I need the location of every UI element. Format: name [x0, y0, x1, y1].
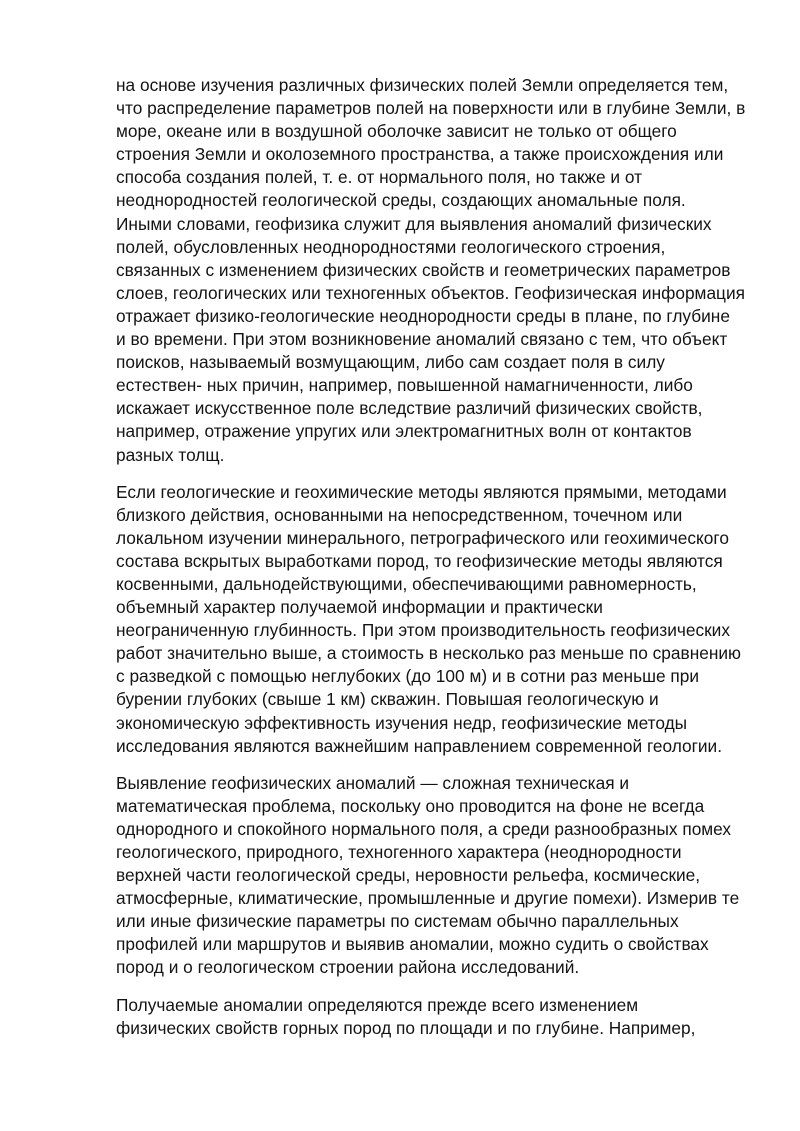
text-line: косвенными, дальнодействующими, обеспечивающими равномерность,: [116, 573, 697, 594]
text-line: Если геологические и геохимические методы являются прямыми, методами: [116, 481, 727, 502]
text-line: исследования являются важнейшим направлением современной геологии.: [116, 735, 723, 756]
text-line: или иные физические параметры по системам обычно параллельных: [116, 911, 679, 932]
text-line: полей, обусловленных неоднородностями геологического строения,: [116, 236, 666, 257]
text-line: профилей или маршрутов и выявив аномалии, можно судить о свойствах: [116, 934, 709, 955]
text-line: например, отражение упругих или электромагнитных волн от контактов: [116, 421, 692, 442]
text-line: однородного и спокойного нормального поля, а среди разнообразных помех: [116, 818, 732, 839]
text-line: математическая проблема, поскольку оно проводится на фоне не всегда: [116, 795, 705, 816]
text-line: атмосферные, климатические, промышленные и другие помехи). Измерив те: [116, 888, 740, 909]
text-line: Иными словами, геофизика служит для выявления аномалий физических: [116, 213, 712, 234]
text-line: бурении глубоких (свыше 1 км) скважин. Повышая геологическую и: [116, 689, 659, 710]
text-line: экономическую эффективность изучения недр, геофизические методы: [116, 712, 688, 733]
text-line: на основе изучения различных физических полей Земли определяется тем,: [116, 75, 729, 95]
text-line: геологического, природного, техногенного характера (неоднородности: [116, 842, 682, 862]
text-line: состава вскрытых выработками пород, то геофизические методы являются: [116, 550, 723, 571]
text-line: неограниченную глубинность. При этом производительность геофизических: [116, 620, 730, 641]
text-line: физических свойств горных пород по площади и по глубине. Например,: [116, 1017, 696, 1038]
text-line: море, океане или в воздушной оболочке зависит не только от общего: [116, 121, 677, 142]
paragraph-geophysics-anomalies: [116, 74, 746, 467]
text-line: пород и о геологическом строении района исследований.: [116, 957, 580, 978]
text-line: Получаемые аномалии определяются прежде всего изменением: [116, 994, 639, 1015]
text-line: объемный характер получаемой информации и практически: [116, 597, 603, 618]
text-line: поисков, называемый возмущающим, либо сам создает поля в силу: [116, 352, 665, 373]
text-line: локальном изучении минерального, петрографического или геохимического: [116, 527, 729, 548]
text-line: и во времени. При этом возникновение аномалий связано с тем, что объект: [116, 329, 728, 350]
paragraph-anomaly-sources: [116, 994, 716, 1040]
text-line: неоднородностей геологической среды, создающих аномальные поля.: [116, 190, 686, 211]
text-line: строения Земли и околоземного пространства, а также происхождения или: [116, 144, 724, 165]
text-line: верхней части геологической среды, неровности рельефа, космические,: [116, 865, 701, 886]
text-line: естествен- ных причин, например, повышенной намагниченности, либо: [116, 375, 693, 396]
document-page: [116, 74, 746, 1040]
text-line: Выявление геофизических аномалий — сложная техническая и: [116, 772, 630, 793]
text-line: связанных с изменением физических свойств и геометрических параметров: [116, 259, 731, 280]
text-line: что распределение параметров полей на поверхности или в глубине Земли, в: [116, 98, 746, 119]
text-line: способа создания полей, т. е. от нормального поля, но также и от: [116, 167, 643, 188]
text-line: отражает физико-геологические неоднородности среды в плане, по глубине: [116, 305, 730, 326]
text-line: близкого действия, основанными на непосредственном, точечном или: [116, 504, 683, 525]
paragraph-anomaly-detection: [116, 772, 740, 980]
text-line: искажает искусственное поле вследствие различий физических свойств,: [116, 398, 703, 419]
text-line: работ значительно выше, а стоимость в несколько раз меньше по сравнению: [116, 643, 742, 664]
text-line: слоев, геологических или техногенных объектов. Геофизическая информация: [116, 282, 745, 303]
text-line: с разведкой с помощью неглубоких (до 100 м) и в сотни раз меньше при: [116, 666, 699, 687]
text-line: разных толщ.: [116, 444, 225, 465]
paragraph-methods-comparison: [116, 481, 742, 758]
